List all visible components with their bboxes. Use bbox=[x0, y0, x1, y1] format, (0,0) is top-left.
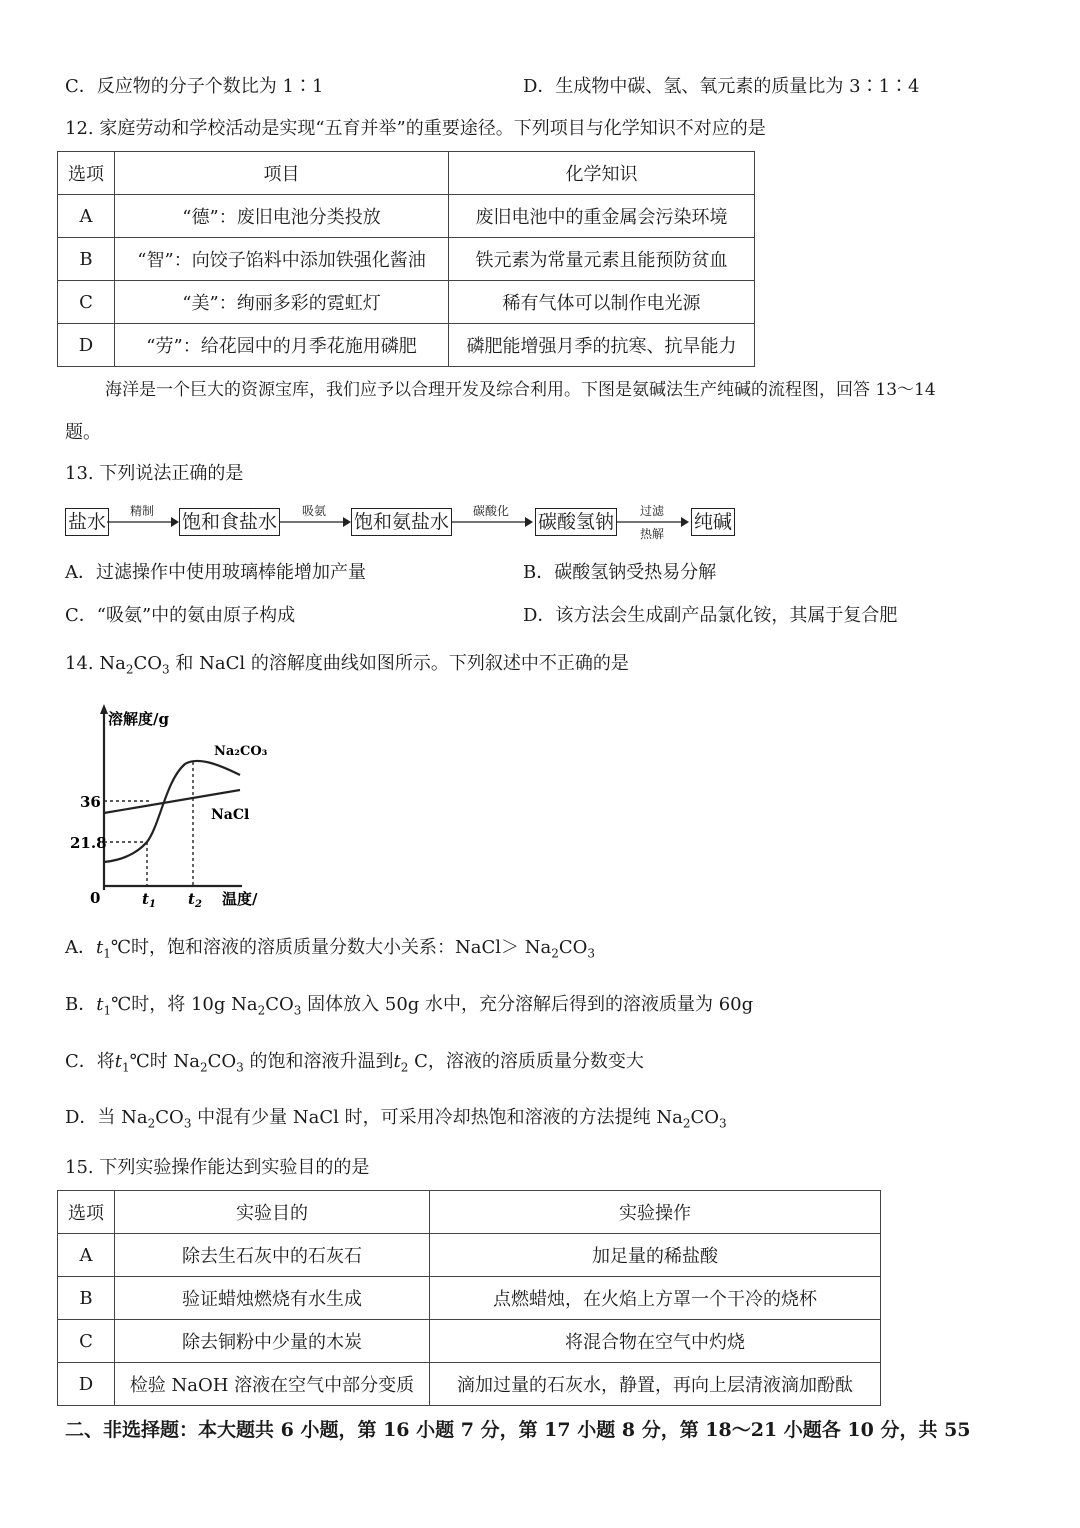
q13-option-d: D．该方法会生成副产品氯化铵，其属于复合肥 bbox=[523, 605, 898, 626]
arrow-right-icon bbox=[451, 512, 533, 532]
q14-option-d: D．当 $Na_2CO_3$ 中混有少量 NaCl 时，可采用冷却热饱和溶液的方法提纯 $Na_2CO_3$ bbox=[65, 1107, 727, 1131]
flow-label-pyrolysis: 热解 bbox=[639, 527, 664, 541]
table-cell: 将混合物在空气中灼烧 bbox=[430, 1320, 881, 1363]
table-cell: 检验 NaOH 溶液在空气中部分变质 bbox=[115, 1363, 430, 1406]
table-row bbox=[58, 238, 755, 281]
table-row bbox=[58, 324, 755, 367]
table-row bbox=[58, 1320, 881, 1363]
table-cell: B bbox=[58, 238, 115, 281]
table-cell: D bbox=[58, 324, 115, 367]
table-cell: D bbox=[58, 1363, 115, 1406]
table-row bbox=[58, 1277, 881, 1320]
q13-option-a: A．过滤操作中使用玻璃棒能增加产量 bbox=[65, 562, 366, 583]
x-tick-t1: $t_1$ bbox=[142, 890, 156, 910]
table-cell: 滴加过量的石灰水，静置，再向上层清液滴加酚酞 bbox=[430, 1363, 881, 1406]
chart-xlabel: 温度/ bbox=[222, 890, 258, 908]
flow-label-refine: 精制 bbox=[129, 504, 154, 518]
q15-table bbox=[57, 1190, 881, 1406]
table-cell: “德”：废旧电池分类投放 bbox=[115, 195, 449, 238]
y-tick-21-8: 21.8 bbox=[70, 834, 107, 852]
chart-ylabel: 溶解度/g bbox=[108, 710, 169, 728]
table-row bbox=[58, 1234, 881, 1277]
table-cell: “美”：绚丽多彩的霓虹灯 bbox=[115, 281, 449, 324]
q12-stem: 12. 家庭劳动和学校活动是实现“五育并举”的重要途径。下列项目与化学知识不对应的是 bbox=[65, 118, 766, 139]
table-row bbox=[58, 281, 755, 324]
table-header: 化学知识 bbox=[449, 152, 755, 195]
y-tick-36: 36 bbox=[80, 793, 101, 811]
solubility-curve-chart bbox=[70, 700, 280, 912]
table-cell: 稀有气体可以制作电光源 bbox=[449, 281, 755, 324]
table-cell: “劳”：给花园中的月季花施用磷肥 bbox=[115, 324, 449, 367]
table-cell: “智”：向饺子馅料中添加铁强化酱油 bbox=[115, 238, 449, 281]
flow-label-carbonation: 碳酸化 bbox=[472, 504, 509, 518]
x-tick-t2: $t_2$ bbox=[188, 890, 202, 910]
table-header: 选项 bbox=[58, 152, 115, 195]
table-cell: A bbox=[58, 195, 115, 238]
table-header: 项目 bbox=[115, 152, 449, 195]
q13-stem: 13. 下列说法正确的是 bbox=[65, 463, 244, 484]
flow-label-filter: 过滤 bbox=[639, 504, 664, 518]
arrow-right-icon bbox=[279, 512, 351, 532]
q15-stem: 15. 下列实验操作能达到实验目的的是 bbox=[65, 1157, 370, 1178]
passage-line-2: 题。 bbox=[65, 422, 101, 443]
q11-option-d: D．生成物中碳、氢、氧元素的质量比为 3∶1∶4 bbox=[523, 76, 920, 97]
flow-box-saturated-brine: 饱和食盐水 bbox=[179, 508, 280, 536]
table-header: 实验目的 bbox=[115, 1191, 430, 1234]
section-2-heading: 二、非选择题：本大题共 6 小题，第 16 小题 7 分，第 17 小题 8 分，第 18～21 小题各 10 分，共 55 bbox=[65, 1419, 971, 1441]
q13-option-b: B．碳酸氢钠受热易分解 bbox=[523, 562, 717, 583]
q14-stem: 14. $Na_2CO_3$ 和 NaCl 的溶解度曲线如图所示。下列叙述中不正确的是 bbox=[65, 653, 629, 677]
flow-box-soda-ash: 纯碱 bbox=[691, 508, 735, 536]
table-cell: 除去铜粉中少量的木炭 bbox=[115, 1320, 430, 1363]
q12-table bbox=[57, 151, 755, 367]
q14-option-c: C．将$t_1℃$时 $Na_2CO_3$ 的饱和溶液升温到$t_2$ C，溶液的溶质质量分数变大 bbox=[65, 1051, 644, 1075]
q14-option-b: B．$t_1℃$时，将 10g $Na_2CO_3$ 固体放入 50g 水中，充分溶解后得到的溶液质量为 60g bbox=[65, 994, 754, 1018]
table-row bbox=[58, 195, 755, 238]
arrow-right-icon bbox=[107, 512, 179, 532]
origin-label: 0 bbox=[90, 889, 101, 907]
table-header: 选项 bbox=[58, 1191, 115, 1234]
table-cell: 除去生石灰中的石灰石 bbox=[115, 1234, 430, 1277]
passage-line-1: 海洋是一个巨大的资源宝库，我们应予以合理开发及综合利用。下图是氨碱法生产纯碱的流程图，回答 13～14 bbox=[105, 380, 936, 400]
table-cell: A bbox=[58, 1234, 115, 1277]
table-cell: 铁元素为常量元素且能预防贫血 bbox=[449, 238, 755, 281]
series-label-nacl: NaCl bbox=[211, 807, 250, 823]
series-label-na2co3: Na₂CO₃ bbox=[214, 744, 268, 759]
table-cell: 验证蜡烛燃烧有水生成 bbox=[115, 1277, 430, 1320]
table-header: 实验操作 bbox=[430, 1191, 881, 1234]
q13-option-c: C．“吸氨”中的氨由原子构成 bbox=[65, 605, 296, 626]
table-cell: 磷肥能增强月季的抗寒、抗旱能力 bbox=[449, 324, 755, 367]
table-row bbox=[58, 1363, 881, 1406]
table-cell: 废旧电池中的重金属会污染环境 bbox=[449, 195, 755, 238]
arrow-up-icon bbox=[100, 704, 108, 714]
table-cell: B bbox=[58, 1277, 115, 1320]
q14-option-a: A．$t_1℃$时，饱和溶液的溶质质量分数大小关系：NaCl＞ $Na_2CO_3$ bbox=[65, 937, 596, 961]
table-cell: C bbox=[58, 1320, 115, 1363]
table-cell: 点燃蜡烛，在火焰上方罩一个干冷的烧杯 bbox=[430, 1277, 881, 1320]
table-cell: 加足量的稀盐酸 bbox=[430, 1234, 881, 1277]
arrow-right-icon bbox=[617, 512, 689, 532]
flow-box-brine: 盐水 bbox=[65, 508, 109, 536]
q11-option-c: C．反应物的分子个数比为 1∶1 bbox=[65, 76, 324, 97]
process-flow-diagram bbox=[65, 504, 745, 548]
table-cell: C bbox=[58, 281, 115, 324]
flow-box-ammoniated-brine: 饱和氨盐水 bbox=[351, 508, 452, 536]
flow-label-absorb-ammonia: 吸氨 bbox=[301, 504, 326, 518]
flow-box-sodium-bicarbonate: 碳酸氢钠 bbox=[535, 508, 617, 536]
